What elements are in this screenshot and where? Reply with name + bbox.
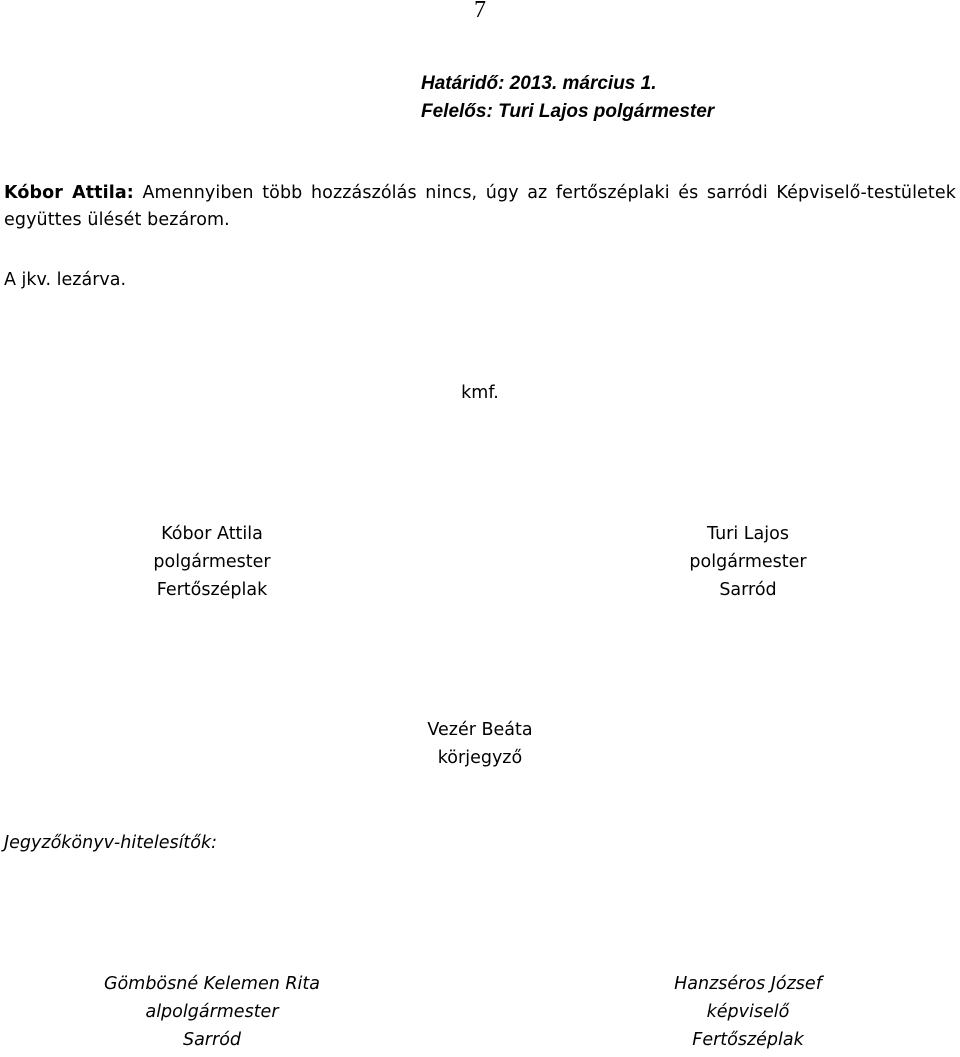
signatory-right xyxy=(558,520,938,604)
signatory-name: Turi Lajos xyxy=(707,524,789,544)
responsible-line: Felelős: Turi Lajos polgármester xyxy=(421,101,715,122)
authenticator-title: képviselő xyxy=(706,1002,790,1022)
authenticators-heading: Jegyzőkönyv-hitelesítők: xyxy=(4,833,218,853)
signatory-title: polgármester xyxy=(689,552,807,572)
signatory-left xyxy=(22,520,402,604)
closing-text: Amennyiben több hozzászólás nincs, úgy az fertőszéplaki és sarródi Képviselő-testületek együttes ülését bezárom. xyxy=(4,183,956,230)
notary-title: körjegyző xyxy=(437,748,523,768)
authenticator-title: alpolgármester xyxy=(145,1002,279,1022)
speaker-name: Kóbor Attila: xyxy=(4,183,134,203)
authenticator-left xyxy=(22,970,402,1054)
kmf-label: kmf. xyxy=(461,383,499,403)
authenticator-place: Sarród xyxy=(182,1030,242,1050)
deadline-line: Határidő: 2013. március 1. xyxy=(421,73,657,94)
signatory-place: Sarród xyxy=(719,580,777,600)
resolution-block xyxy=(421,70,714,126)
authenticator-place: Fertőszéplak xyxy=(692,1030,804,1050)
notary-name: Vezér Beáta xyxy=(427,720,533,740)
closing-statement xyxy=(4,180,956,234)
signatory-name: Kóbor Attila xyxy=(161,524,263,544)
signatory-place: Fertőszéplak xyxy=(156,580,268,600)
signatory-notary xyxy=(290,716,670,772)
page-number: 7 xyxy=(474,0,486,23)
minutes-closed-note: A jkv. lezárva. xyxy=(4,270,127,290)
authenticator-right xyxy=(558,970,938,1054)
signatory-title: polgármester xyxy=(153,552,271,572)
authenticator-name: Gömbösné Kelemen Rita xyxy=(104,974,320,994)
authenticator-name: Hanzséros József xyxy=(674,974,822,994)
